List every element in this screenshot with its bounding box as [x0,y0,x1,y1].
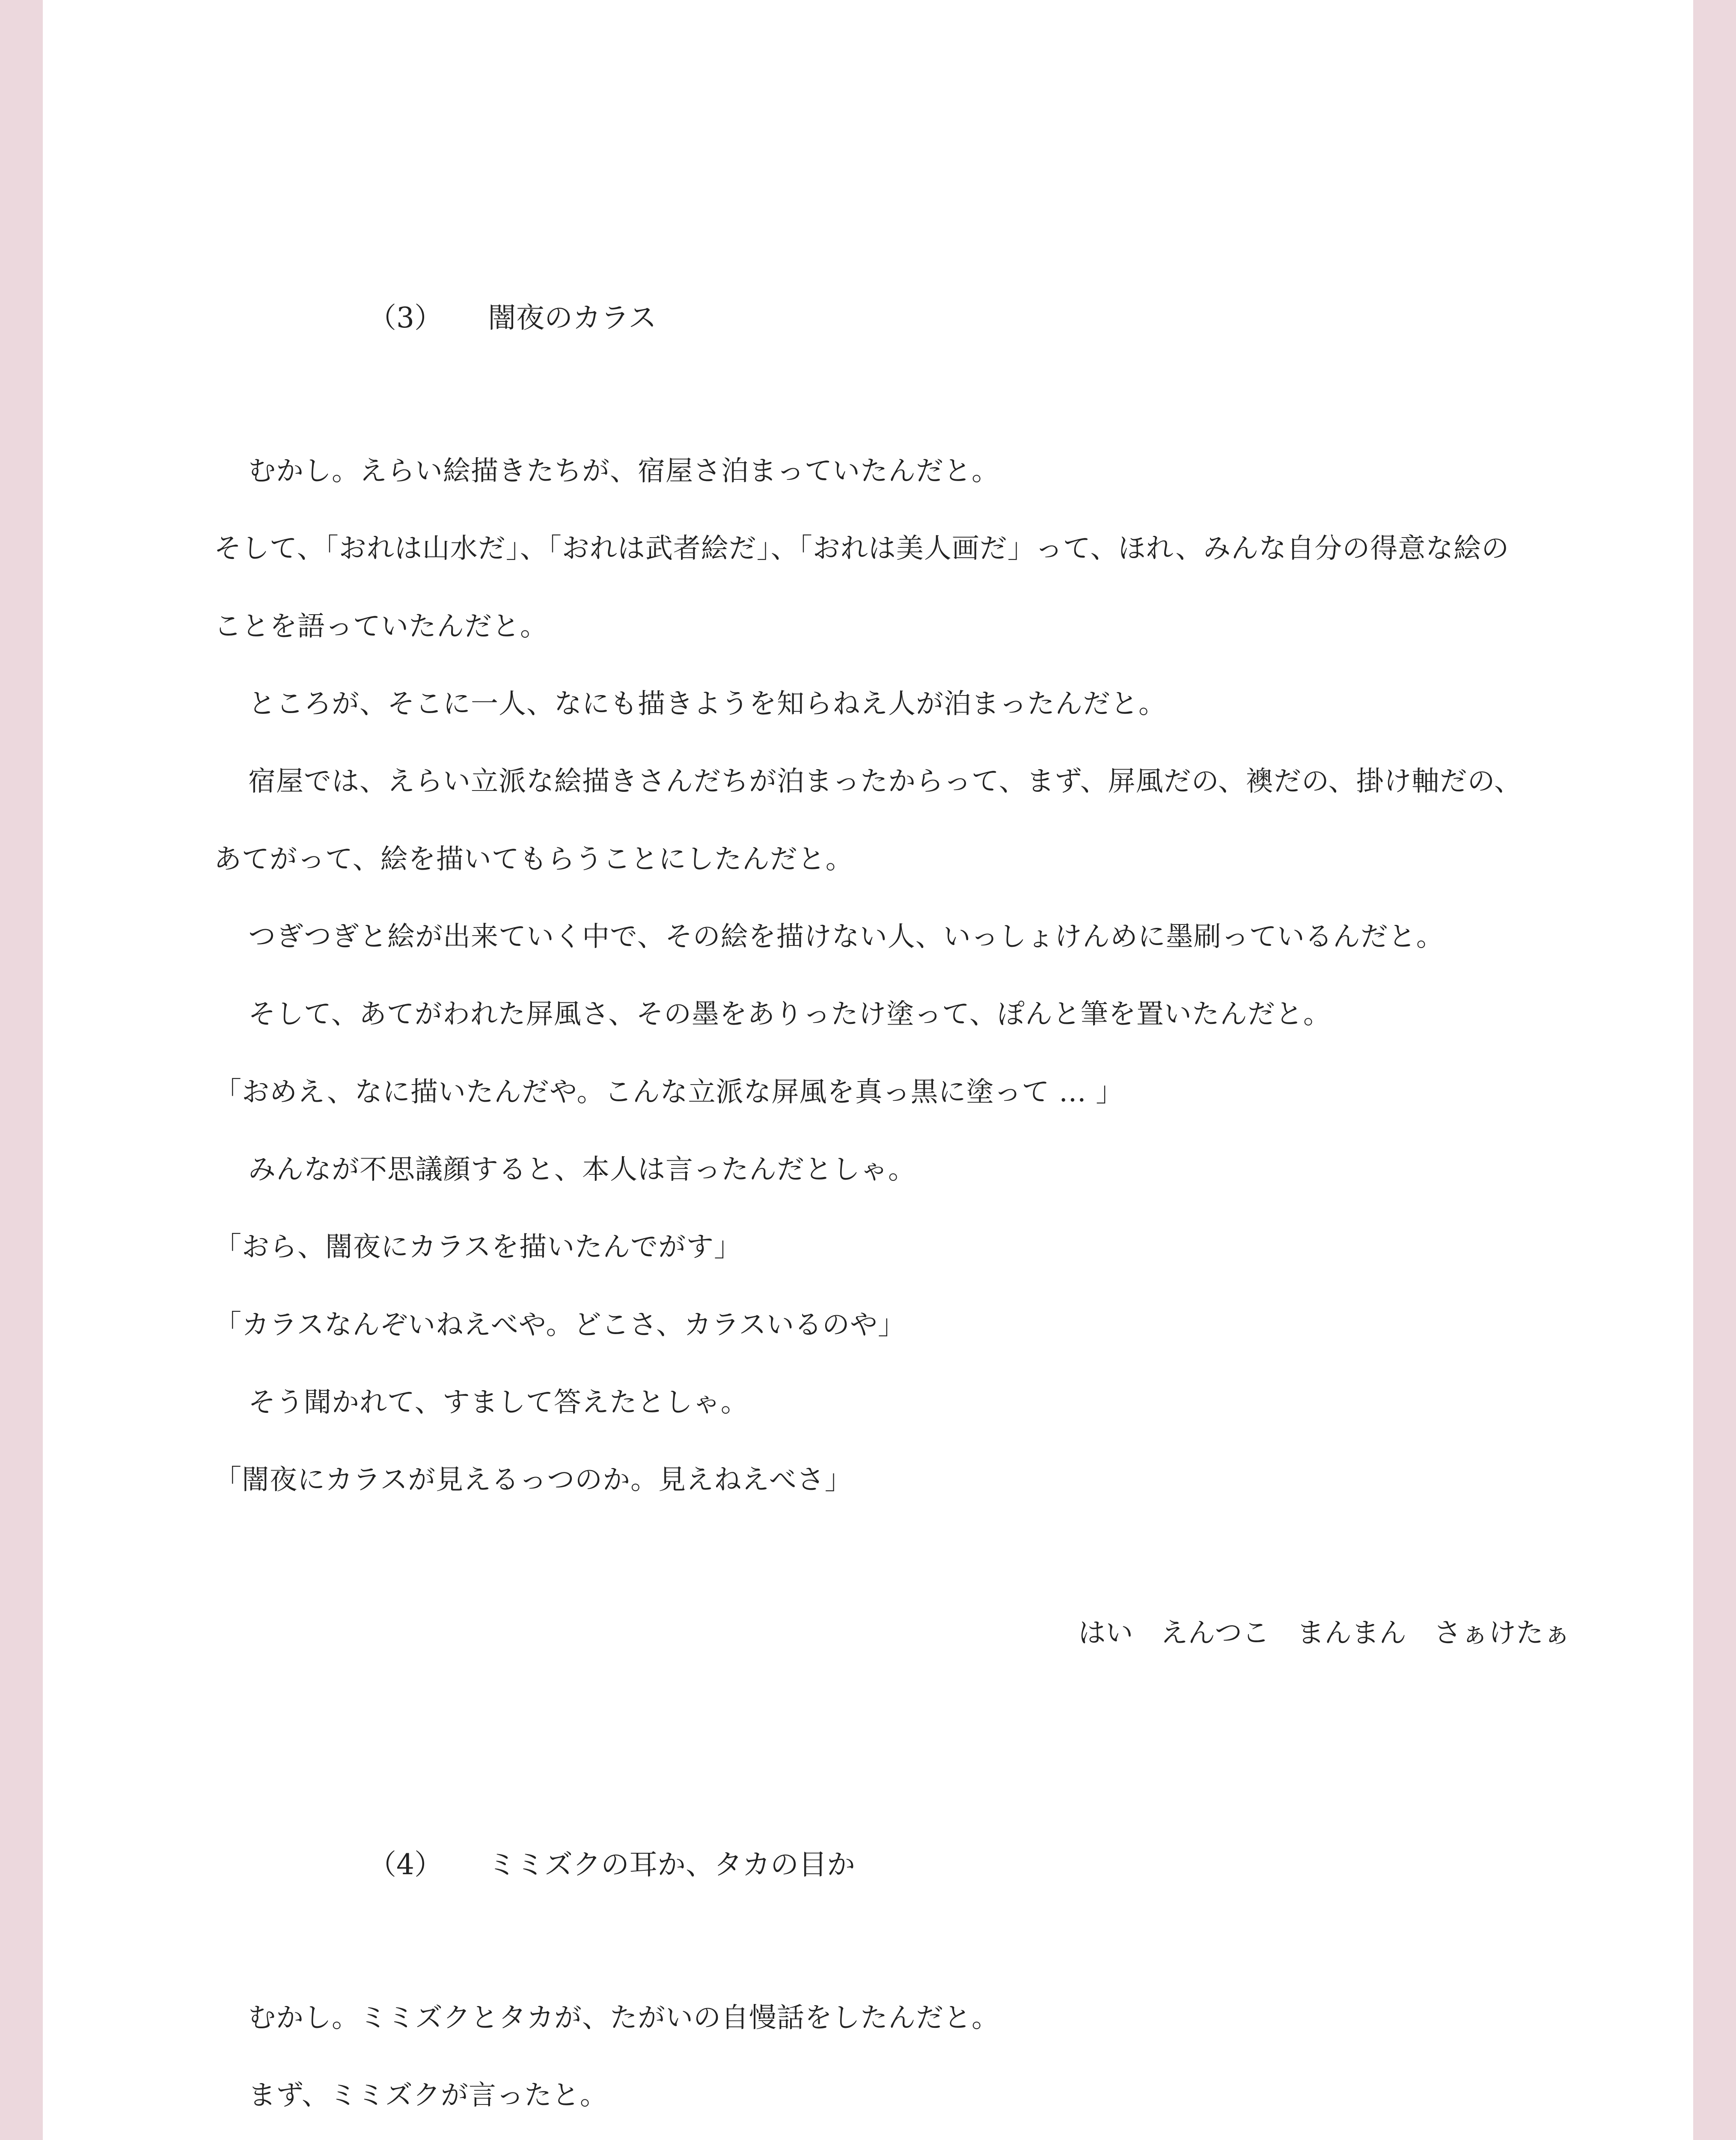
story3-line-14: 「闇夜にカラスが見えるっつのか。見えねえべさ」 [214,1464,853,1496]
story3-line-3: ことを語っていたんだと。 [214,611,548,642]
story3-line-2: そして、「おれは山水だ」、「おれは武者絵だ」、「おれは美人画だ」って、ほれ、みんな自分の得意な絵の [214,533,1510,565]
story3-title: 闇夜のカラス [488,301,657,334]
story3-signoff: はい えんつこ まんまん さぁけたぁ [1078,1617,1571,1649]
story3-line-6: あてがって、絵を描いてもらうことにしたんだと。 [214,844,853,875]
story3-line-4: ところが、そこに一人、なにも描きようを知らねえ人が泊まったんだと。 [248,688,1166,720]
story4-heading [368,1844,855,1885]
story3-line-7: つぎつぎと絵が出来ていく中で、その絵を描けない人、いっしょけんめに墨刷っているんだと。 [248,921,1444,953]
story4-number: （4） [368,1848,443,1881]
story3-number: （3） [368,301,443,334]
story3-line-10: みんなが不思議顔すると、本人は言ったんだとしゃ。 [248,1154,916,1186]
story3-line-5: 宿屋では、えらい立派な絵描きさんだちが泊まったからって、まず、屏風だの、襖だの、掛け軸だの、 [248,766,1522,797]
document-page [43,0,1693,2140]
left-margin-band [0,0,43,2140]
story3-line-13: そう聞かれて、すまして答えたとしゃ。 [248,1387,749,1418]
story3-line-9: 「おめえ、なに描いたんだや。こんな立派な屏風を真っ黒に塗って … 」 [214,1076,1124,1108]
story3-line-8: そして、あてがわれた屏風さ、その墨をありったけ塗って、ぽんと筆を置いたんだと。 [248,999,1331,1030]
right-margin-band [1693,0,1736,2140]
story4-line-1: むかし。ミミズクとタカが、たがいの自慢話をしたんだと。 [248,2002,999,2034]
story3-line-1: むかし。えらい絵描きたちが、宿屋さ泊まっていたんだと。 [248,455,999,487]
story3-line-11: 「おら、闇夜にカラスを描いたんでがす」 [214,1231,742,1263]
story4-title: ミミズクの耳か、タカの目か [488,1848,855,1881]
story3-heading [368,297,657,339]
story3-line-12: 「カラスなんぞいねえべや。どこさ、カラスいるのや」 [214,1309,906,1341]
story4-line-2: まず、ミミズクが言ったと。 [248,2080,608,2111]
